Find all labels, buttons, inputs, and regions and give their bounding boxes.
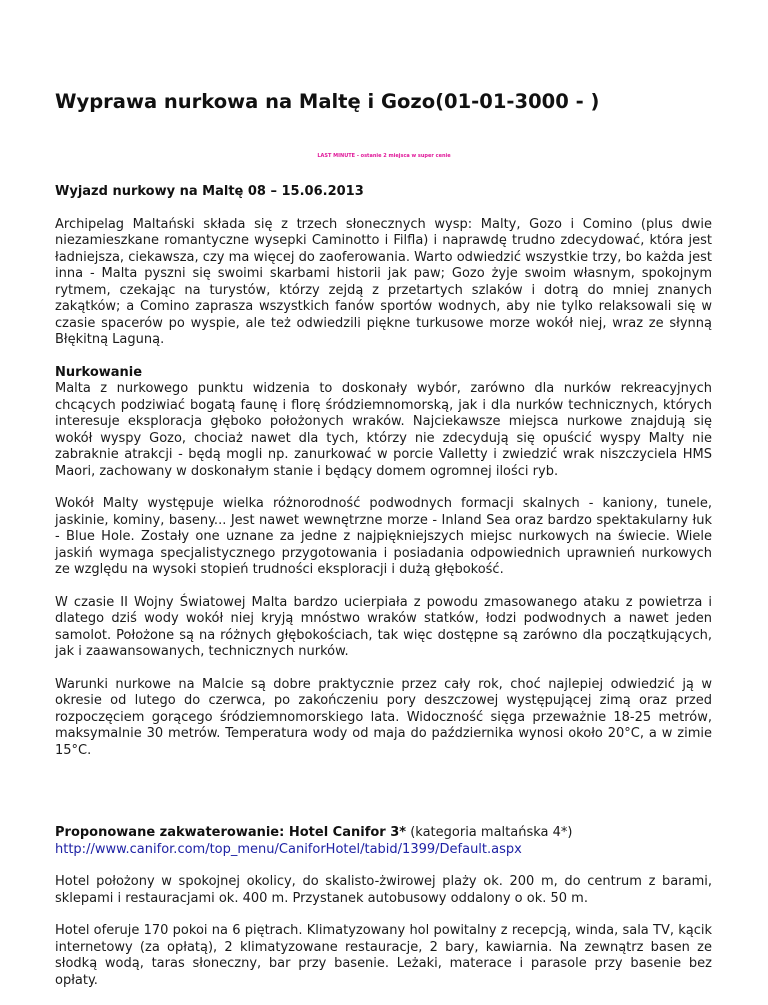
diving-conditions-paragraph: Warunki nurkowe na Malcie są dobre praktycznie przez cały rok, choć najlepiej odwiedzić ją w okresie od lutego do czerwca, po zakończeniu pory deszczowej występującej zimą oraz przed rozpoczęciem gorącego śródziemnomorskiego lata. Widoczność sięga przeważnie 18-25 metrów, maksymalnie 30 metrów. Temperatura wody od maja do października wynosi około 20°C, a w zimie 15°C. [55, 676, 712, 758]
diving-paragraph: Malta z nurkowego punktu widzenia to doskonały wybór, zarówno dla nurków rekreacyjnych chcących podziwiać bogatą faunę i florę śródziemnomorską, jak i dla nurków technicznych, których interesuje eksploracja głęboko położonych wraków. Najciekawsze miejsca nurkowe znajdują się wokół wyspy Gozo, chociaż nawet dla tych, którzy nie zdecydują się opuścić wyspy Malty nie zabraknie atrakcji - będą mogli np. zanurkować w porcie Valletty i zwiedzić wrak niszczyciela HMS Maori, zachowany w doskonałym stanie i będący domem ogromnej ilości ryb. [55, 381, 712, 479]
hotel-heading: Proponowane zakwaterowanie: Hotel Canifor 3* [55, 825, 407, 840]
hotel-heading-line [55, 825, 712, 842]
hotel-location-paragraph: Hotel położony w spokojnej okolicy, do skalisto-żwirowej plaży ok. 200 m, do centrum z barami, sklepami i restauracjami ok. 400 m. Przystanek autobusowy oddalony o ok. 50 m. [55, 874, 712, 906]
trip-subtitle: Wyjazd nurkowy na Maltę 08 – 15.06.2013 [55, 184, 364, 199]
last-minute-promo: LAST MINUTE - ostanie 2 miejsca w super cenie [317, 153, 451, 159]
intro-paragraph: Archipelag Maltański składa się z trzech słonecznych wysp: Malty, Gozo i Comino (plus dwie niezamieszkane romantyczne wysepki Caminotto i Filfla) i naprawdę trudno zdecydować, która jest ładniejsza, ciekawsza, czy ma więcej do zaoferowania. Warto odwiedzić wszystkie trzy, bo każda jest inna - Malta pyszni się swoimi skarbami historii jak paw; Gozo żyje swoim własnym, spokojnym rytmem, czekając na turystów, którzy zejdą z przetartych szlaków i dotrą do mniej znanych zakątków; a Comino zaprasza wszystkich fanów sportów wodnych, aby nie tylko relaksowali się w czasie spacerów po wyspie, ale też odwiedzili piękne turkusowe morze wokół niej, wraz ze słynną Błękitną Laguną. [55, 216, 712, 347]
section-spacer [55, 775, 712, 825]
hotel-website-link[interactable]: http://www.canifor.com/top_menu/CaniforHotel/tabid/1399/Default.aspx [55, 841, 522, 857]
hotel-facilities-paragraph: Hotel oferuje 170 pokoi na 6 piętrach. Klimatyzowany hol powitalny z recepcją, winda, sala TV, kącik internetowy (za opłatą), 2 klimatyzowane restauracje, 2 bary, kawiarnia. Na zewnątrz basen ze słodką wodą, taras słoneczny, bar przy basenie. Leżaki, materace i parasole przy basenie bez opłaty. [55, 923, 712, 988]
hotel-category: (kategoria maltańska 4*) [406, 825, 573, 840]
wrecks-paragraph: W czasie II Wojny Światowej Malta bardzo ucierpiała z powodu zmasowanego ataku z powietrza i dlatego dziś wody wokół niej kryją mnóstwo wraków statków, łodzi podwodnych a nawet jeden samolot. Położone są na różnych głębokościach, tak więc dostępne są zarówno dla początkujących, jak i zaawansowanych, technicznych nurków. [55, 594, 712, 659]
diving-heading: Nurkowanie [55, 364, 143, 380]
document-body [55, 184, 712, 1005]
rock-formations-paragraph: Wokół Malty występuje wielka różnorodność podwodnych formacji skalnych - kaniony, tunele, jaskinie, kominy, baseny... Jest nawet wewnętrzne morze - Inland Sea oraz bardzo spektakularny łuk - Blue Hole. Zostały one uznane za jedne z najpiękniejszych miejsc nurkowych na świecie. Wiele jaskiń wymaga specjalistycznego przygotowania i posiadania odpowiednich uprawnień nurkowych ze względu na wysoki stopień trudności eksploracji i dużą głębokość. [55, 496, 712, 577]
document-title: Wyprawa nurkowa na Maltę i Gozo(01-01-3000 - ) [55, 90, 600, 113]
